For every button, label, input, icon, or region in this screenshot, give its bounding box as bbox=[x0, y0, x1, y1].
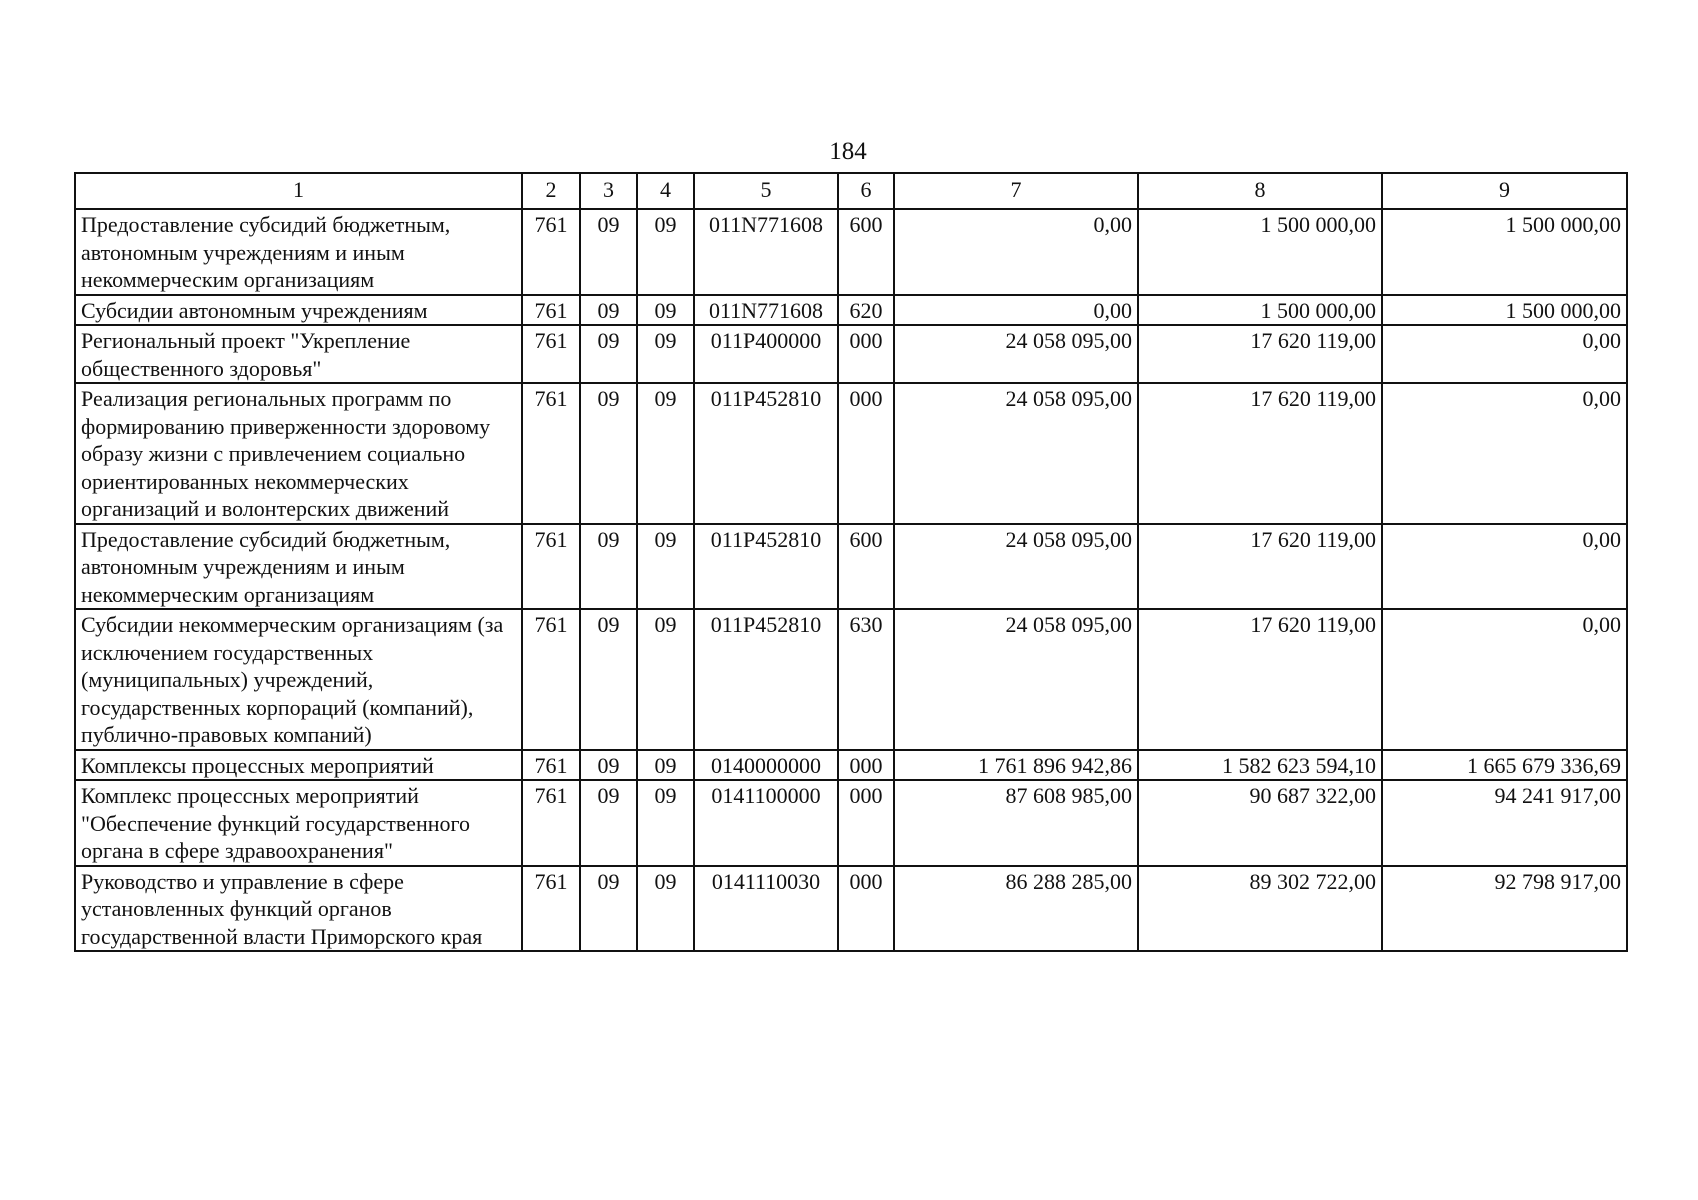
row-name: Субсидии автономным учреждениям bbox=[75, 295, 522, 326]
amount-col-7: 24 058 095,00 bbox=[894, 609, 1138, 750]
expense-type-code: 000 bbox=[838, 325, 894, 383]
amount-col-7: 24 058 095,00 bbox=[894, 383, 1138, 524]
row-name: Предоставление субсидий бюджетным, автономным учреждениям и иным некоммерческим организациям bbox=[75, 209, 522, 295]
column-header: 3 bbox=[580, 173, 637, 209]
amount-col-9: 0,00 bbox=[1382, 383, 1627, 524]
row-name: Руководство и управление в сфере установленных функций органов государственной власти Приморского края bbox=[75, 866, 522, 952]
amount-col-7: 87 608 985,00 bbox=[894, 780, 1138, 866]
amount-col-9: 1 665 679 336,69 bbox=[1382, 750, 1627, 781]
amount-col-9: 0,00 bbox=[1382, 524, 1627, 610]
subsection-code: 09 bbox=[637, 780, 694, 866]
target-article-code: 0140000000 bbox=[694, 750, 838, 781]
table-row bbox=[75, 780, 1627, 866]
target-article-code: 011P452810 bbox=[694, 524, 838, 610]
ministry-code: 761 bbox=[522, 780, 580, 866]
target-article-code: 011P400000 bbox=[694, 325, 838, 383]
amount-col-7: 0,00 bbox=[894, 209, 1138, 295]
amount-col-8: 17 620 119,00 bbox=[1138, 325, 1382, 383]
ministry-code: 761 bbox=[522, 750, 580, 781]
column-header: 8 bbox=[1138, 173, 1382, 209]
subsection-code: 09 bbox=[637, 383, 694, 524]
amount-col-9: 0,00 bbox=[1382, 609, 1627, 750]
row-name: Комплексы процессных мероприятий bbox=[75, 750, 522, 781]
expense-type-code: 000 bbox=[838, 866, 894, 952]
subsection-code: 09 bbox=[637, 209, 694, 295]
table-row bbox=[75, 750, 1627, 781]
ministry-code: 761 bbox=[522, 609, 580, 750]
expense-type-code: 630 bbox=[838, 609, 894, 750]
section-code: 09 bbox=[580, 609, 637, 750]
target-article-code: 011N771608 bbox=[694, 209, 838, 295]
amount-col-9: 92 798 917,00 bbox=[1382, 866, 1627, 952]
table-row bbox=[75, 609, 1627, 750]
section-code: 09 bbox=[580, 780, 637, 866]
subsection-code: 09 bbox=[637, 609, 694, 750]
target-article-code: 011P452810 bbox=[694, 609, 838, 750]
amount-col-8: 1 500 000,00 bbox=[1138, 209, 1382, 295]
ministry-code: 761 bbox=[522, 325, 580, 383]
ministry-code: 761 bbox=[522, 209, 580, 295]
ministry-code: 761 bbox=[522, 866, 580, 952]
amount-col-7: 0,00 bbox=[894, 295, 1138, 326]
expense-type-code: 000 bbox=[838, 383, 894, 524]
amount-col-8: 17 620 119,00 bbox=[1138, 609, 1382, 750]
target-article-code: 011N771608 bbox=[694, 295, 838, 326]
subsection-code: 09 bbox=[637, 750, 694, 781]
amount-col-9: 94 241 917,00 bbox=[1382, 780, 1627, 866]
ministry-code: 761 bbox=[522, 383, 580, 524]
page-number: 184 bbox=[829, 138, 867, 165]
subsection-code: 09 bbox=[637, 295, 694, 326]
section-code: 09 bbox=[580, 325, 637, 383]
table-row bbox=[75, 383, 1627, 524]
section-code: 09 bbox=[580, 750, 637, 781]
section-code: 09 bbox=[580, 524, 637, 610]
table-row bbox=[75, 295, 1627, 326]
expense-type-code: 600 bbox=[838, 209, 894, 295]
subsection-code: 09 bbox=[637, 325, 694, 383]
ministry-code: 761 bbox=[522, 524, 580, 610]
table-row bbox=[75, 209, 1627, 295]
amount-col-7: 1 761 896 942,86 bbox=[894, 750, 1138, 781]
amount-col-8: 1 582 623 594,10 bbox=[1138, 750, 1382, 781]
table-row bbox=[75, 325, 1627, 383]
target-article-code: 011P452810 bbox=[694, 383, 838, 524]
row-name: Предоставление субсидий бюджетным, автономным учреждениям и иным некоммерческим организациям bbox=[75, 524, 522, 610]
column-number-row bbox=[75, 173, 1627, 209]
amount-col-7: 86 288 285,00 bbox=[894, 866, 1138, 952]
table-row bbox=[75, 866, 1627, 952]
amount-col-8: 90 687 322,00 bbox=[1138, 780, 1382, 866]
section-code: 09 bbox=[580, 209, 637, 295]
expense-type-code: 600 bbox=[838, 524, 894, 610]
row-name: Комплекс процессных мероприятий "Обеспечение функций государственного органа в сфере здравоохранения" bbox=[75, 780, 522, 866]
amount-col-9: 1 500 000,00 bbox=[1382, 295, 1627, 326]
column-header: 7 bbox=[894, 173, 1138, 209]
section-code: 09 bbox=[580, 295, 637, 326]
section-code: 09 bbox=[580, 383, 637, 524]
expense-type-code: 000 bbox=[838, 780, 894, 866]
ministry-code: 761 bbox=[522, 295, 580, 326]
amount-col-7: 24 058 095,00 bbox=[894, 325, 1138, 383]
budget-table bbox=[74, 172, 1628, 952]
subsection-code: 09 bbox=[637, 866, 694, 952]
subsection-code: 09 bbox=[637, 524, 694, 610]
amount-col-7: 24 058 095,00 bbox=[894, 524, 1138, 610]
row-name: Региональный проект "Укрепление общественного здоровья" bbox=[75, 325, 522, 383]
amount-col-9: 0,00 bbox=[1382, 325, 1627, 383]
amount-col-8: 17 620 119,00 bbox=[1138, 524, 1382, 610]
row-name: Субсидии некоммерческим организациям (за исключением государственных (муниципальных) учреждений, государственных корпораций (компаний), публично-правовых компаний) bbox=[75, 609, 522, 750]
amount-col-9: 1 500 000,00 bbox=[1382, 209, 1627, 295]
column-header: 4 bbox=[637, 173, 694, 209]
section-code: 09 bbox=[580, 866, 637, 952]
column-header: 1 bbox=[75, 173, 522, 209]
target-article-code: 0141100000 bbox=[694, 780, 838, 866]
amount-col-8: 17 620 119,00 bbox=[1138, 383, 1382, 524]
expense-type-code: 620 bbox=[838, 295, 894, 326]
column-header: 9 bbox=[1382, 173, 1627, 209]
column-header: 5 bbox=[694, 173, 838, 209]
column-header: 6 bbox=[838, 173, 894, 209]
row-name: Реализация региональных программ по формированию приверженности здоровому образу жизни с привлечением социально ориентированных некоммерческих организаций и волонтерских движений bbox=[75, 383, 522, 524]
amount-col-8: 89 302 722,00 bbox=[1138, 866, 1382, 952]
expense-type-code: 000 bbox=[838, 750, 894, 781]
amount-col-8: 1 500 000,00 bbox=[1138, 295, 1382, 326]
table-row bbox=[75, 524, 1627, 610]
target-article-code: 0141110030 bbox=[694, 866, 838, 952]
column-header: 2 bbox=[522, 173, 580, 209]
